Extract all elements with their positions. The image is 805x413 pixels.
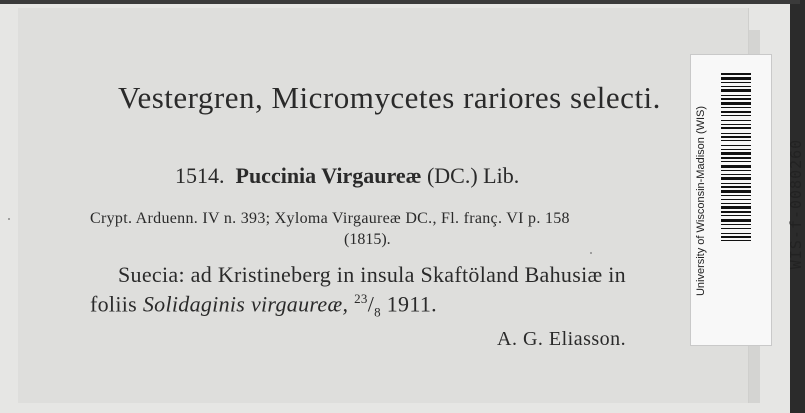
- barcode-bar: [721, 145, 751, 146]
- barcode-bar: [721, 102, 751, 105]
- barcode-bar: [721, 195, 751, 196]
- barcode-bar: [721, 107, 751, 108]
- barcode-bar: [721, 165, 751, 168]
- barcode-bar: [721, 127, 751, 129]
- locality-line-1: Suecia: ad Kristineberg in insula Skaftöland Bahusiæ in: [118, 262, 626, 287]
- barcode-bar: [721, 89, 751, 92]
- barcode-bar: [721, 124, 751, 125]
- paper-speck: [8, 218, 10, 220]
- barcode-bar: [721, 115, 751, 116]
- locality-prefix: foliis: [90, 291, 138, 317]
- barcode-bar: [721, 183, 751, 184]
- barcode: [721, 73, 751, 331]
- barcode-bar: [721, 111, 751, 113]
- citation-line-1: Crypt. Arduenn. IV n. 393; Xyloma Virgaureæ DC., Fl. franç. VI p. 158: [90, 210, 570, 227]
- barcode-bar: [721, 233, 751, 234]
- catalog-number: WIS-f-0080260: [787, 138, 805, 270]
- sheet-top-edge: [0, 0, 800, 4]
- locality-line-2: foliis Solidaginis virgaureæ, $^{23}/_8$ 1911.: [90, 291, 437, 320]
- barcode-bar: [721, 211, 751, 213]
- barcode-bar: [721, 82, 751, 83]
- host-plant: Solidaginis virgaureæ,: [142, 291, 349, 317]
- barcode-bar: [721, 236, 751, 238]
- barcode-bar: [721, 215, 751, 216]
- barcode-bar: [721, 152, 751, 155]
- barcode-bar: [721, 136, 751, 138]
- institution-text: University of Wisconsin-Madison (WIS): [695, 105, 707, 297]
- barcode-bar: [721, 174, 751, 175]
- barcode-bar: [721, 149, 751, 150]
- barcode-bar: [721, 224, 751, 225]
- barcode-bar: [721, 77, 751, 80]
- paper-speck: [590, 252, 592, 254]
- species-line: [175, 163, 519, 189]
- barcode-bar: [721, 161, 751, 162]
- barcode-bar: [721, 186, 751, 188]
- date-month: 8: [374, 304, 381, 320]
- barcode-bar: [721, 228, 751, 229]
- barcode-bar: [721, 157, 751, 159]
- barcode-bar: [721, 133, 751, 134]
- barcode-bar: [721, 98, 751, 100]
- barcode-bar: [721, 240, 751, 241]
- species-authority: (DC.) Lib.: [426, 163, 520, 188]
- barcode-bar: [721, 219, 751, 222]
- barcode-bar: [721, 140, 751, 141]
- date-year: 1911.: [386, 291, 437, 317]
- specimen-number: 1514.: [175, 163, 225, 188]
- barcode-bar: [721, 203, 751, 204]
- citation-line-2: (1815).: [344, 231, 391, 248]
- species-name: Puccinia Virgaureæ: [235, 163, 422, 188]
- barcode-bar: [721, 206, 751, 209]
- barcode-bar: [721, 95, 751, 96]
- barcode-bar: [721, 120, 751, 121]
- barcode-bar: [721, 177, 751, 180]
- barcode-bar: [721, 190, 751, 193]
- barcode-bar: [721, 199, 751, 200]
- date-day: 23: [354, 291, 368, 306]
- label-title: Vestergren, Micromycetes rariores selecti.: [118, 80, 661, 115]
- barcode-bar: [721, 170, 751, 171]
- barcode-bar: [721, 86, 751, 87]
- specimen-label: [18, 8, 749, 403]
- barcode-label: [690, 54, 805, 346]
- collector-name: A. G. Eliasson.: [497, 328, 627, 350]
- barcode-bar: [721, 73, 751, 75]
